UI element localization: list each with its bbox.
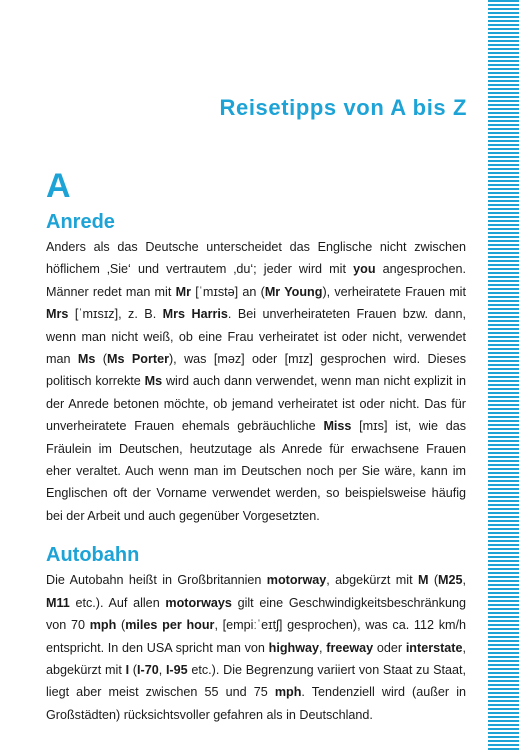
index-letter: A: [46, 167, 71, 205]
text-run: . Tendenziell wird (außer in Großstädten) rücksichtsvoller gefahren als in Deutschland.: [46, 685, 467, 722]
text-run: oder: [373, 640, 406, 655]
bold-term: M25: [438, 573, 463, 588]
text-run: , [empiːˈeɪtʃ] gesprochen), was ca. 112 km/h entspricht. In den USA spricht man von: [46, 618, 467, 655]
glossary-content: [46, 166, 466, 726]
edge-stripe-decoration: [488, 0, 519, 750]
text-run: . Bei unverheirateten Frauen bzw. dann, wenn man nicht weiß, ob eine Frau verheiratet ist oder nicht, verwendet man: [46, 307, 466, 367]
text-run: [ˈmɪstə] an (: [190, 284, 265, 299]
text-run: gilt eine Geschwindigkeitsbeschränkung von 70: [46, 595, 466, 633]
text-run: wird auch dann verwendet, wenn man nicht explizit in der Anrede betonen möchte, ob jemand verheiratet ist oder nicht. Das für unverheiratete Frauen ehemals gebräuchliche: [46, 374, 466, 434]
text-run: Die Autobahn heißt in Großbritannien: [46, 573, 267, 588]
text-run: Anders als das Deutsche unterscheidet das Englische nicht zwischen höflichem ‚Sie‘ und vertrautem ‚du‘; jeder wird mit: [46, 240, 466, 277]
text-run: etc.). Auf allen: [69, 595, 166, 610]
bold-term: interstate: [405, 640, 463, 655]
bold-term: motorways: [165, 595, 232, 610]
bold-term: M: [417, 573, 429, 588]
entry-body: [46, 236, 466, 527]
text-run: angesprochen. Männer redet man mit: [46, 262, 466, 299]
entry-body: [46, 569, 466, 726]
text-run: (: [129, 662, 137, 677]
text-run: , abgekürzt mit: [46, 640, 467, 677]
bold-term: mph: [89, 618, 117, 633]
entry-title: Autobahn: [46, 544, 140, 567]
bold-term: you: [353, 262, 376, 277]
bold-term: I-70: [137, 662, 159, 677]
entry-anrede: [46, 210, 466, 527]
bold-term: I-95: [165, 662, 188, 677]
text-run: (: [95, 352, 107, 367]
text-run: ,: [319, 640, 327, 655]
text-run: (: [116, 618, 126, 633]
bold-term: I: [125, 662, 130, 677]
bold-term: mph: [274, 685, 302, 700]
text-run: ,: [158, 662, 166, 677]
text-run: (: [428, 573, 439, 588]
bold-term: Miss: [323, 419, 352, 434]
bold-term: Mr: [175, 284, 191, 299]
text-run: [ˈmɪsɪz], z. B.: [68, 307, 163, 322]
bold-term: Mrs: [46, 307, 69, 322]
entry-title: Anrede: [46, 211, 115, 233]
text-run: ), was [məz] oder [mɪz] gesprochen wird. Dieses politisch korrekte: [46, 352, 466, 389]
bold-term: Ms: [77, 352, 96, 367]
bold-term: Mrs Harris: [162, 307, 228, 322]
text-run: ), verheiratete Frauen mit: [322, 284, 466, 299]
bold-term: motorway: [266, 573, 327, 588]
bold-term: highway: [268, 640, 320, 655]
bold-term: Mr Young: [264, 284, 323, 299]
bold-term: M11: [46, 595, 70, 610]
text-run: , abgekürzt mit: [326, 573, 418, 588]
text-run: [mɪs] ist, wie das Fräulein im Deutschen, heutzutage als Anrede für erwachsene Frauen eher veraltet. Auch wenn man im Deutschen noch per Sie wäre, kann im Englischen oft der Vorname verwendet werden, so beispielsweise häufig bei der Arbeit und auch gegenüber Vorgesetzten.: [46, 419, 466, 523]
entry-autobahn: [46, 543, 466, 726]
text-run: ,: [462, 573, 467, 588]
bold-term: Ms Porter: [107, 352, 169, 367]
bold-term: Ms: [144, 374, 163, 389]
section-title: Reisetipps von A bis Z: [219, 95, 467, 120]
bold-term: freeway: [326, 640, 374, 655]
text-run: etc.). Die Begrenzung variiert von Staat zu Staat, liegt aber meist zwischen 55 und 75: [46, 662, 466, 700]
bold-term: miles per hour: [125, 618, 215, 633]
